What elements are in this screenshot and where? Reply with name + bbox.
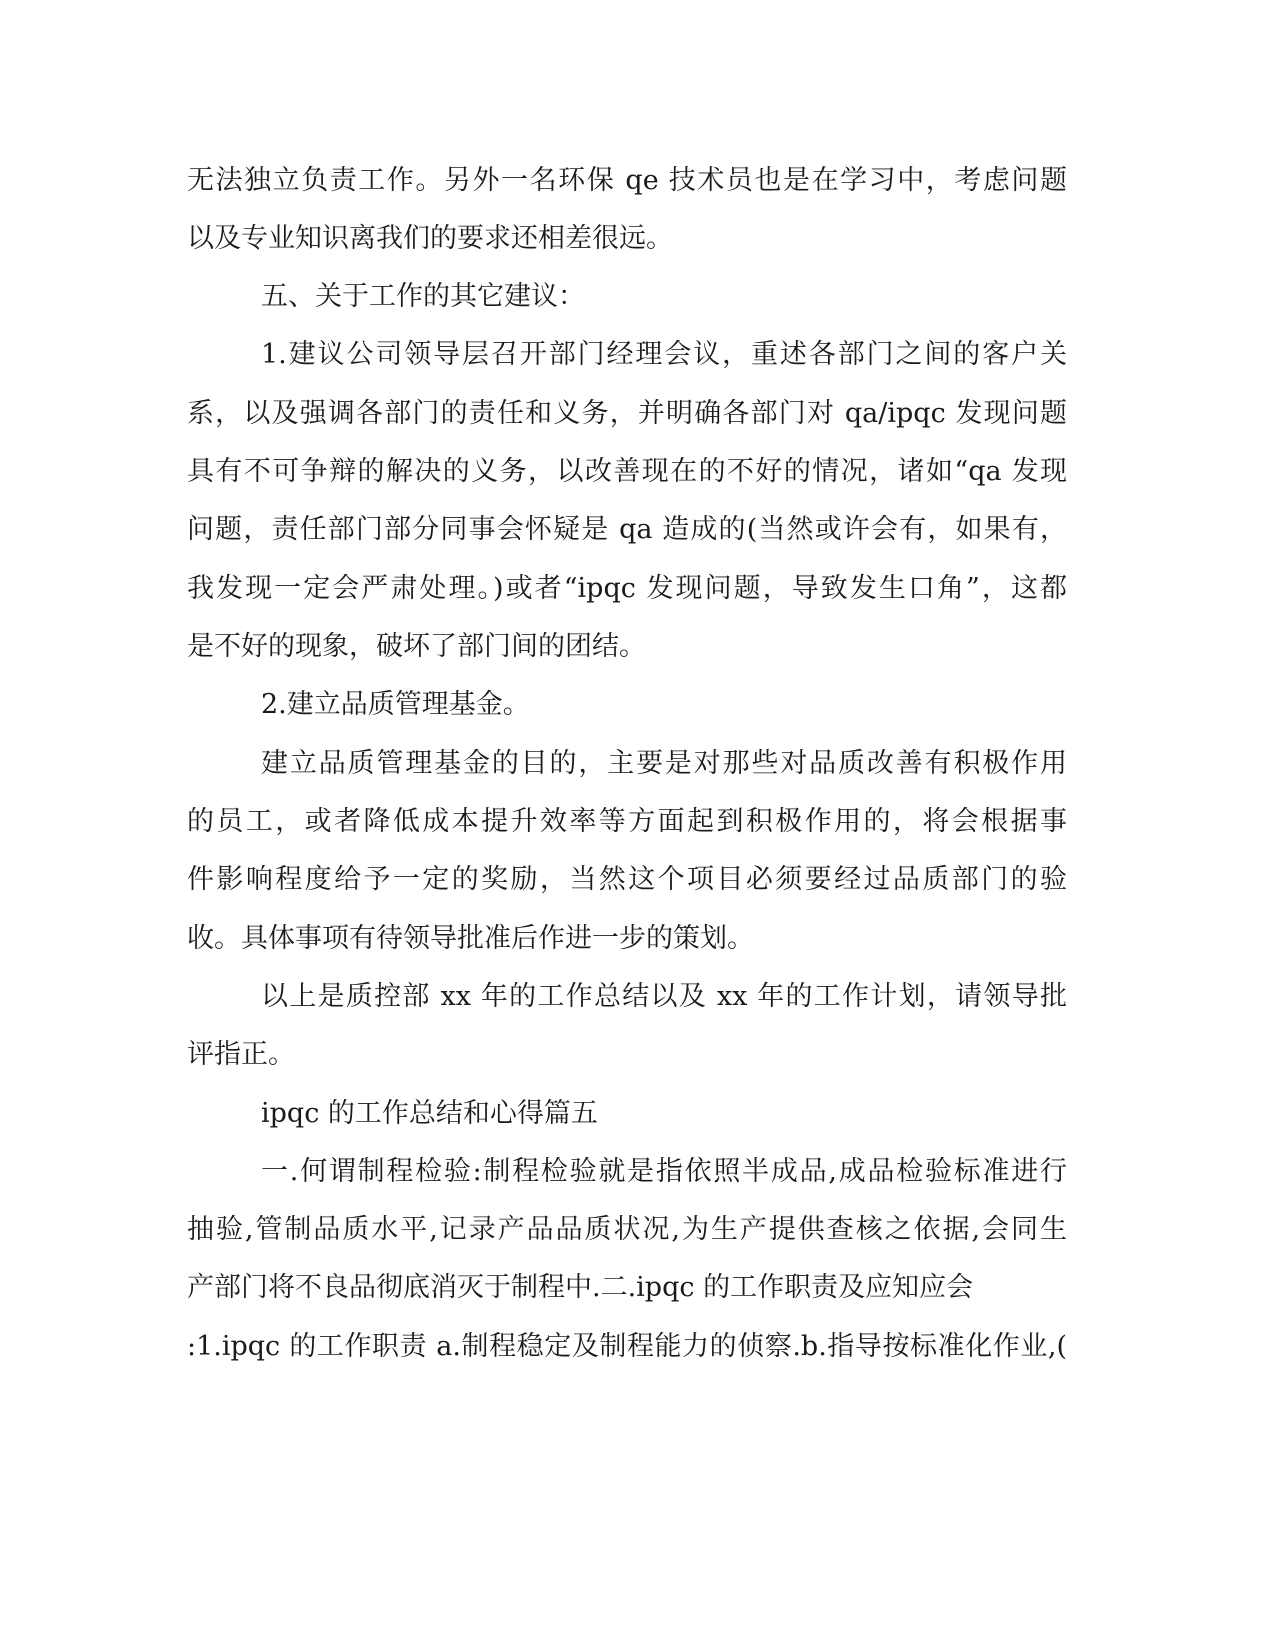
text-line: 具有不可争辩的解决的义务，以改善现在的不好的情况，诸如“qa 发现 xyxy=(187,456,1067,487)
text-line: 1.建议公司领导层召开部门经理会议，重述各部门之间的客户关 xyxy=(261,339,1067,370)
text-line: 一.何谓制程检验:制程检验就是指依照半成品,成品检验标准进行 xyxy=(261,1156,1067,1187)
text-line: 收。具体事项有待领导批准后作进一步的策划。 xyxy=(187,923,754,954)
text-line: 以及专业知识离我们的要求还相差很远。 xyxy=(187,223,673,254)
text-line: 评指正。 xyxy=(187,1039,295,1070)
section-title: ipqc 的工作总结和心得篇五 xyxy=(261,1098,598,1129)
text-line: 系，以及强调各部门的责任和义务，并明确各部门对 qa/ipqc 发现问题 xyxy=(187,398,1067,429)
list-item-heading: 2.建立品质管理基金。 xyxy=(261,689,530,720)
text-line: 产部门将不良品彻底消灭于制程中.二.ipqc 的工作职责及应知应会 xyxy=(187,1272,974,1303)
text-line: 是不好的现象，破坏了部门间的团结。 xyxy=(187,631,646,662)
text-line: 我发现一定会严肃处理。)或者“ipqc 发现问题，导致发生口角”，这都 xyxy=(187,573,1067,604)
text-line: 抽验,管制品质水平,记录产品品质状况,为生产提供查核之依据,会同生 xyxy=(187,1214,1067,1245)
text-line: 无法独立负责工作。另外一名环保 qe 技术员也是在学习中，考虑问题 xyxy=(187,165,1067,196)
text-line: 件影响程度给予一定的奖励，当然这个项目必须要经过品质部门的验 xyxy=(187,864,1067,895)
section-heading: 五、关于工作的其它建议： xyxy=(261,281,585,312)
text-line: 以上是质控部 xx 年的工作总结以及 xx 年的工作计划，请领导批 xyxy=(261,981,1067,1012)
text-line: 问题，责任部门部分同事会怀疑是 qa 造成的(当然或许会有，如果有， xyxy=(187,514,1067,545)
text-line: :1.ipqc 的工作职责 a.制程稳定及制程能力的侦察.b.指导按标准化作业,( xyxy=(187,1331,1067,1362)
text-line: 建立品质管理基金的目的，主要是对那些对品质改善有积极作用 xyxy=(261,748,1067,779)
text-line: 的员工，或者降低成本提升效率等方面起到积极作用的，将会根据事 xyxy=(187,806,1067,837)
